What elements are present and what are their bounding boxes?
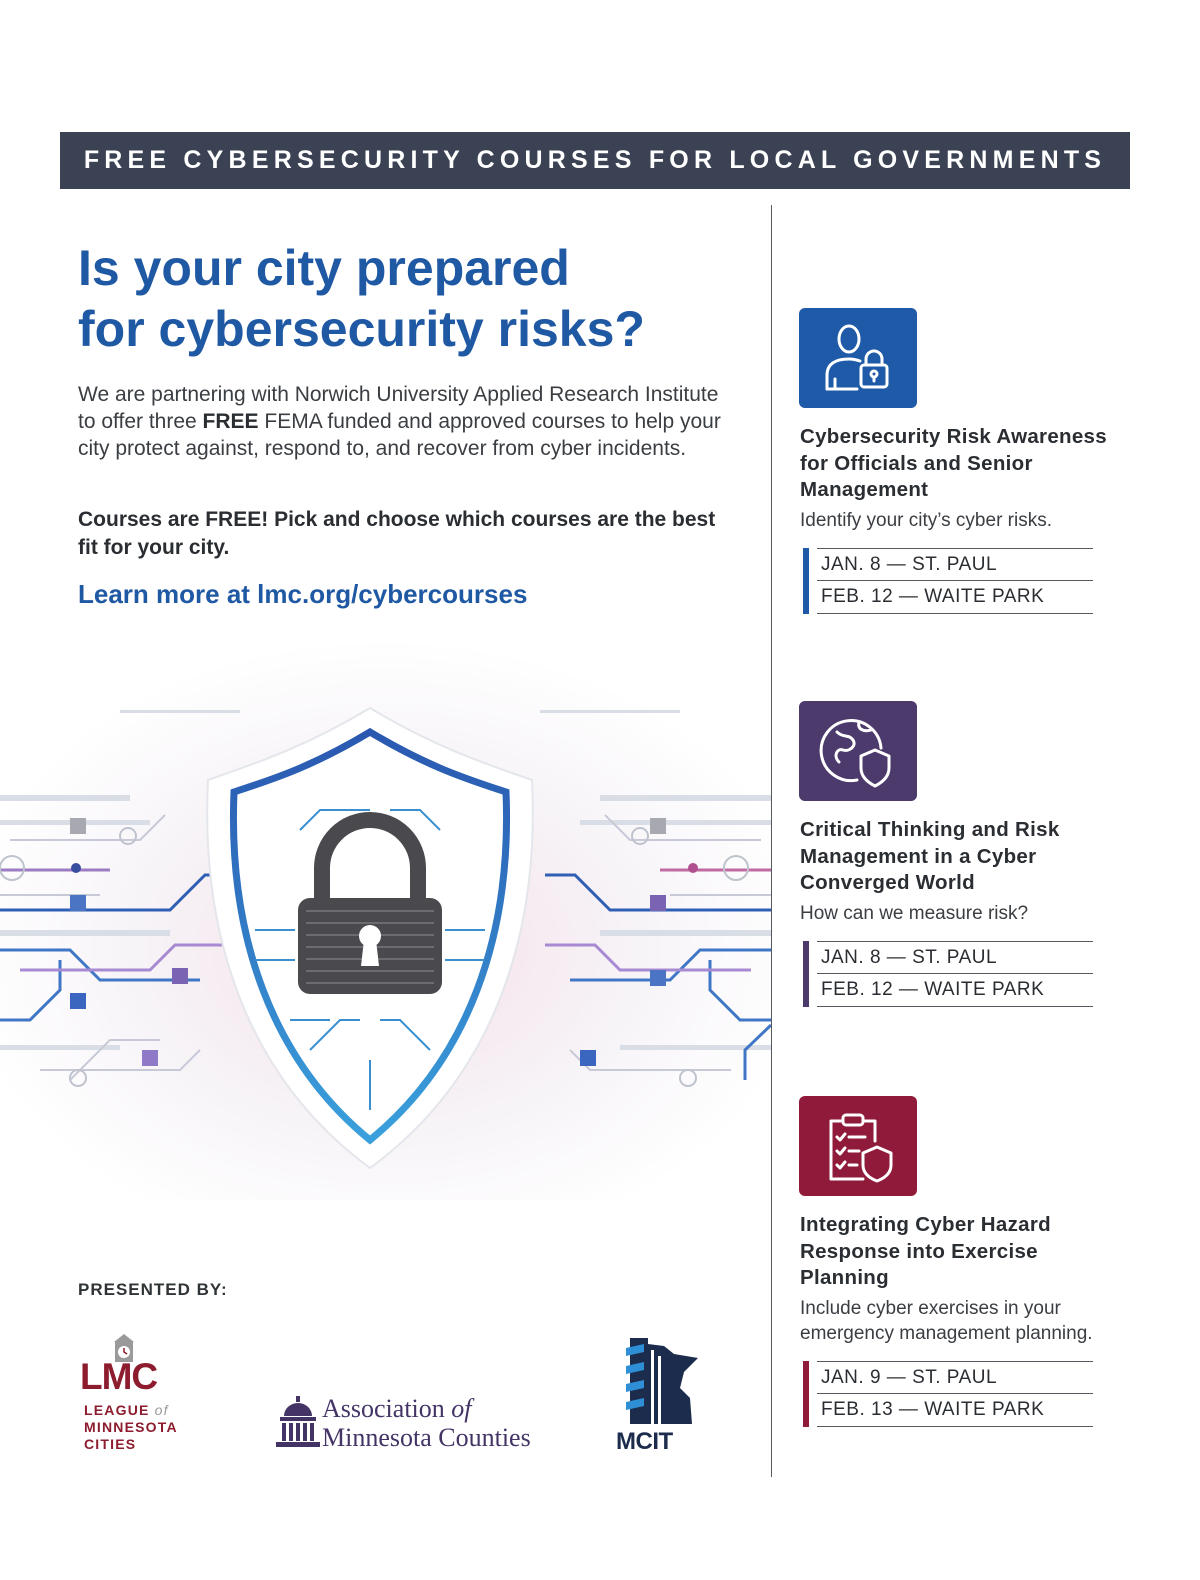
capitol-building-icon xyxy=(276,1394,320,1450)
course-3-icon-tile xyxy=(799,1096,917,1196)
intro-paragraph xyxy=(78,381,738,462)
lmc-wordmark: LMC xyxy=(80,1356,158,1397)
lmc-line-1: LEAGUE xyxy=(84,1402,150,1418)
intro-text-after: FEMA funded and approved courses to help your city protect against, respond to, and recover from cyber incidents. xyxy=(78,410,721,460)
banner-text: FREE CYBERSECURITY COURSES FOR LOCAL GOVERNMENTS xyxy=(83,146,1107,174)
course-3-dates xyxy=(799,1361,1093,1427)
lmc-line-3: CITIES xyxy=(84,1436,137,1452)
column-divider xyxy=(771,205,772,1477)
intro-text-before: We are partnering with Norwich University Applied Research Institute to offer three xyxy=(78,383,719,433)
amc-wordmark xyxy=(322,1394,531,1452)
course-1-date-1: JAN. 8 — ST. PAUL xyxy=(817,548,1093,580)
course-2-dates xyxy=(799,941,1093,1007)
headline-line-1: Is your city prepared xyxy=(78,240,570,296)
mcit-logo xyxy=(614,1336,708,1454)
courses-free-note: Courses are FREE! Pick and choose which courses are the best fit for your city. xyxy=(78,508,716,559)
course-2-title: Critical Thinking and Risk Management in a Cyber Converged World xyxy=(800,818,1060,894)
course-1-date-2: FEB. 12 — WAITE PARK xyxy=(817,580,1093,614)
course-3-description: Include cyber exercises in your emergency management planning. xyxy=(800,1297,1093,1344)
course-3-date-2: FEB. 13 — WAITE PARK xyxy=(817,1393,1093,1427)
course-3-title: Integrating Cyber Hazard Response into Exercise Planning xyxy=(800,1213,1051,1289)
course-1-description: Identify your city’s cyber risks. xyxy=(800,509,1053,531)
user-lock-icon xyxy=(819,319,897,397)
course-1-icon-tile xyxy=(799,308,917,408)
lmc-subtitle xyxy=(84,1402,178,1453)
amc-line-2: Minnesota Counties xyxy=(322,1423,531,1452)
course-card-1 xyxy=(799,308,1129,614)
learn-more-link[interactable]: Learn more at lmc.org/cybercourses xyxy=(78,579,528,609)
lmc-of: of xyxy=(154,1402,169,1418)
presented-by-label: PRESENTED BY: xyxy=(78,1280,228,1299)
course-1-title: Cybersecurity Risk Awareness for Officials and Senior Management xyxy=(800,425,1107,501)
course-1-dates xyxy=(799,548,1093,614)
course-2-description: How can we measure risk? xyxy=(800,902,1029,924)
top-banner xyxy=(60,132,1130,189)
mcit-wordmark: MCIT xyxy=(616,1428,673,1455)
amc-logo xyxy=(276,1394,566,1454)
course-3-date-bar xyxy=(803,1361,809,1427)
clipboard-shield-icon xyxy=(819,1107,897,1185)
lmc-logo xyxy=(80,1332,200,1457)
course-2-date-bar xyxy=(803,941,809,1007)
course-card-3 xyxy=(799,1096,1129,1427)
shield-lock-illustration xyxy=(0,640,771,1200)
course-2-date-2: FEB. 12 — WAITE PARK xyxy=(817,973,1093,1007)
amc-of: of xyxy=(451,1394,472,1423)
amc-line-1: Association xyxy=(322,1394,445,1423)
course-card-2 xyxy=(799,701,1129,1007)
course-2-date-1: JAN. 8 — ST. PAUL xyxy=(817,941,1093,973)
headline-line-2: for cybersecurity risks? xyxy=(78,301,645,357)
globe-shield-icon xyxy=(819,712,897,790)
page-headline xyxy=(78,238,758,360)
lmc-line-2: MINNESOTA xyxy=(84,1419,178,1435)
course-2-icon-tile xyxy=(799,701,917,801)
intro-free-emphasis: FREE xyxy=(202,410,259,433)
minnesota-map-icon xyxy=(614,1336,708,1428)
course-1-date-bar xyxy=(803,548,809,614)
course-3-date-1: JAN. 9 — ST. PAUL xyxy=(817,1361,1093,1393)
